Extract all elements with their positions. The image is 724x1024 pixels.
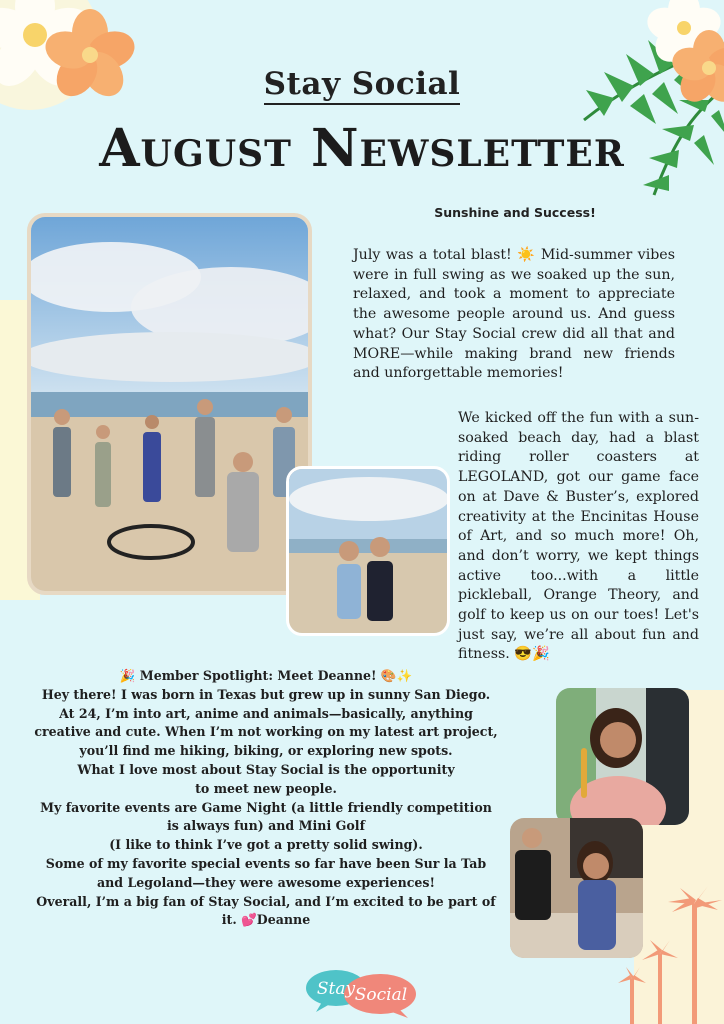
deanne-portrait-photo: [556, 688, 689, 825]
stay-social-logo: [302, 966, 422, 1018]
newsletter-title: August Newsletter: [99, 118, 625, 179]
spotlight-line: (I like to think I’ve got a pretty solid swing).: [109, 837, 423, 853]
beach-group-photo: [27, 213, 312, 595]
spotlight-line: My favorite events are Game Night (a little friendly competition is always fun) and Mini Golf: [40, 799, 492, 834]
activities-paragraph: We kicked off the fun with a sun-soaked beach day, had a blast riding roller coasters at LEGOLAND, got our game face on at Dave & Buster’s, explored creativity at the Encinitas House of Art, and so much more! Oh, and don’t worry, we kept things active too...with a little pickleball, Orange Theory, and golf to keep us on our toes! Let's just say, we’re all about fun and fitness. 😎🎉: [458, 410, 699, 663]
spotlight-line: to meet new people.: [195, 780, 337, 796]
logo-word-social: Social: [354, 985, 408, 1005]
member-spotlight: [33, 667, 499, 930]
spotlight-line: Overall, I’m a big fan of Stay Social, and I’m excited to be part of it. 💕Deanne: [36, 893, 496, 928]
beach-friends-photo: [286, 466, 450, 636]
intro-paragraph: July was a total blast! ☀️ Mid-summer vibes were in full swing as we soaked up the sun, relaxed, and took a moment to appreciate the awesome people around us. And guess what? Our Stay Social crew did all that and MORE—while making brand new friends and unforgettable memories!: [353, 247, 675, 382]
spotlight-line: Hey there! I was born in Texas but grew up in sunny San Diego. At 24, I’m into art, anime and animals—basically, anything creative and cute. When I’m not working on my latest art project, you’ll find me hiking, biking, or exploring new spots.: [34, 686, 498, 759]
palm-trees-icon: [614, 854, 724, 1024]
spotlight-heading: 🎉 Member Spotlight: Meet Deanne! 🎨✨: [119, 668, 413, 683]
section-heading: Sunshine and Success!: [434, 205, 596, 220]
logo-word-stay: Stay: [316, 979, 356, 999]
spotlight-line: Some of my favorite special events so far have been Sur la Tab and Legoland—they were awesome experiences!: [45, 855, 487, 890]
spotlight-line: What I love most about Stay Social is the opportunity: [77, 761, 455, 777]
newsletter-subtitle: Stay Social: [0, 66, 724, 102]
